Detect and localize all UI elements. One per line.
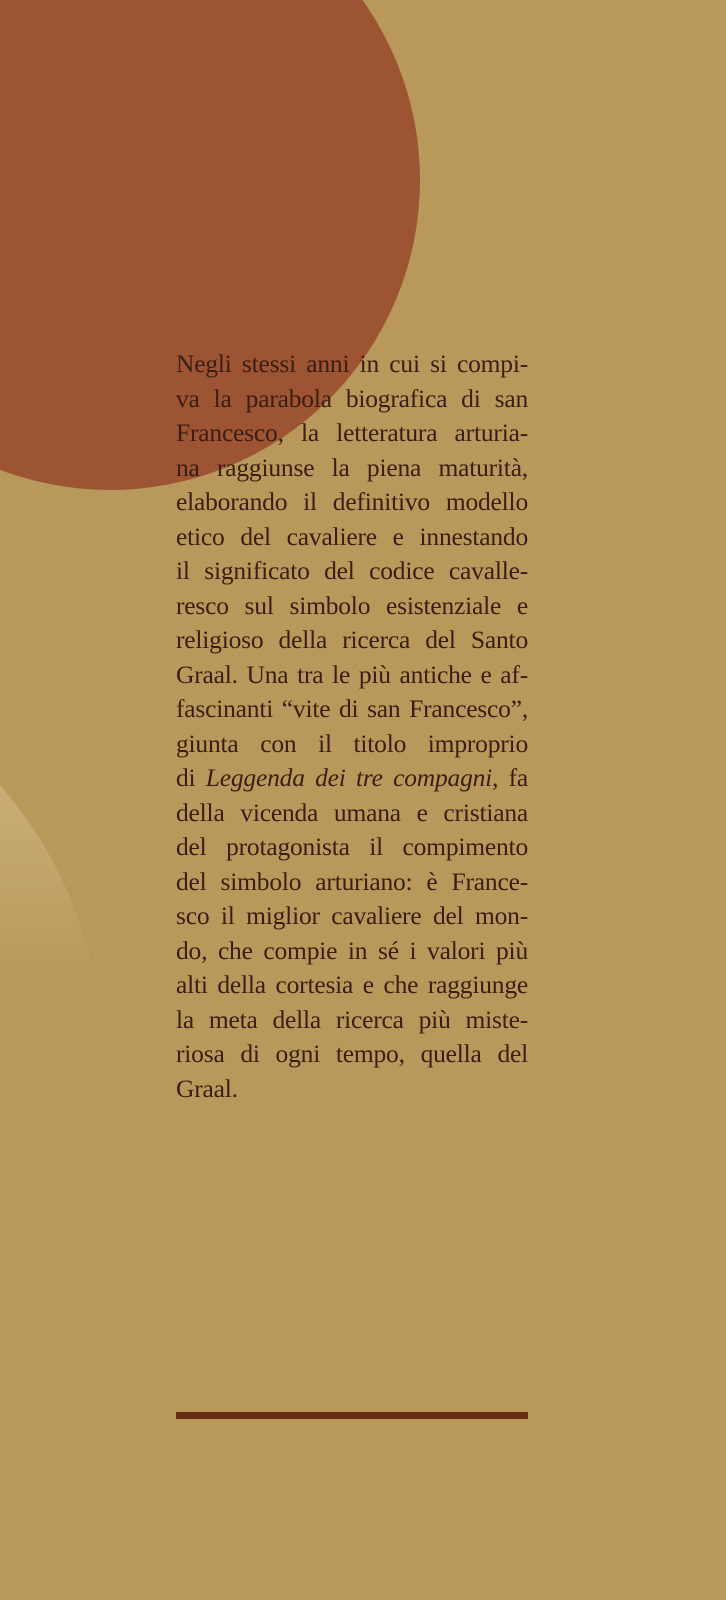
text-line: Graal. Una tra le più antiche e af- xyxy=(176,659,528,689)
text-line: religioso della ricerca del Santo xyxy=(176,625,528,654)
text-line: resco sul simbolo esistenziale e xyxy=(176,590,528,620)
text-line: do, che compie in sé i valori più xyxy=(176,935,528,965)
line-suffix: , fa xyxy=(492,763,529,792)
text-line: il significato del codice cavalle- xyxy=(176,556,528,585)
text-line: sco il miglior cavaliere del mon- xyxy=(176,901,528,930)
text-line: va la parabola biografica di san xyxy=(176,383,528,413)
text-line: Graal. xyxy=(176,1073,238,1103)
text-line: etico del cavaliere e innestando xyxy=(176,521,528,551)
text-line: giunta con il titolo improprio xyxy=(176,728,528,758)
text-line: fascinanti “vite di san Francesco”, xyxy=(176,694,528,723)
line-prefix: di xyxy=(176,763,206,792)
text-line: la meta della ricerca più miste- xyxy=(176,1004,528,1034)
text-line: del protagonista il compimento xyxy=(176,832,528,861)
body-paragraph xyxy=(176,347,528,1106)
text-line-with-title xyxy=(176,761,528,796)
text-line: della vicenda umana e cristiana xyxy=(176,797,528,827)
text-line: Negli stessi anni in cui si compi- xyxy=(176,349,528,378)
decorative-light-arc xyxy=(0,650,100,1450)
text-line: Francesco, la letteratura arturia- xyxy=(176,418,528,447)
text-line: riosa di ogni tempo, quella del xyxy=(176,1039,528,1068)
book-title: Leggenda dei tre compagni xyxy=(205,763,493,792)
text-line: na raggiunse la piena maturità, xyxy=(176,452,528,482)
text-line: del simbolo arturiano: è France- xyxy=(176,866,528,896)
horizontal-rule xyxy=(176,1412,528,1419)
text-line: alti della cortesia e che raggiunge xyxy=(176,970,528,999)
text-line: elaborando il definitivo modello xyxy=(176,487,528,516)
